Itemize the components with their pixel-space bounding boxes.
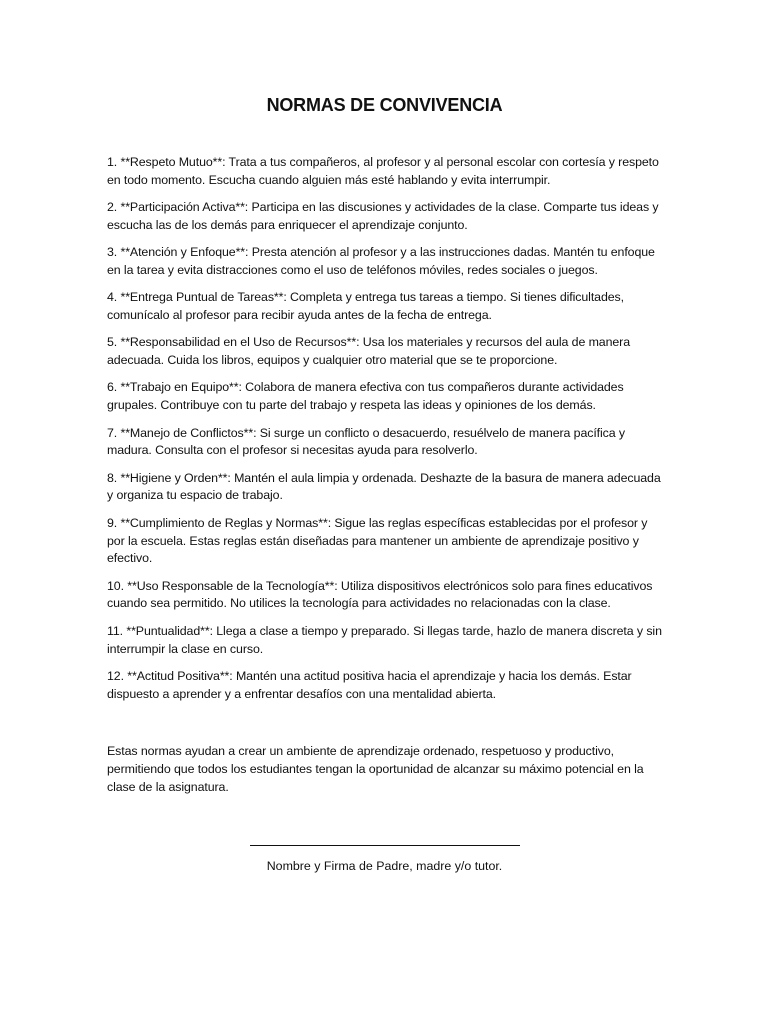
closing-paragraph: Estas normas ayudan a crear un ambiente de aprendizaje ordenado, respetuoso y productivo, permitiendo que todos los estudiantes tengan la oportunidad de alcanzar su máximo potencial en la clase de la asignatura. bbox=[107, 744, 644, 795]
signature-label: Nombre y Firma de Padre, madre y/o tutor. bbox=[266, 858, 503, 873]
rule-item-12: 12. **Actitud Positiva**: Mantén una actitud positiva hacia el aprendizaje y hacia los demás. Estar dispuesto a aprender y a enfrentar desafíos con una mentalidad abierta. bbox=[107, 668, 632, 701]
rule-item-9: 9. **Cumplimiento de Reglas y Normas**: Sigue las reglas específicas establecidas por el profesor y por la escuela. Estas reglas están diseñadas para mantener un ambiente de aprendizaje positivo y efectivo. bbox=[107, 515, 648, 566]
rule-item-6: 6. **Trabajo en Equipo**: Colabora de manera efectiva con tus compañeros durante actividades grupales. Contribuye con tu parte del trabajo y respeta las ideas y opiniones de los demás. bbox=[107, 380, 624, 413]
signature-line bbox=[250, 831, 520, 846]
rule-item-4: 4. **Entrega Puntual de Tareas**: Completa y entrega tus tareas a tiempo. Si tienes dificultades, comunícalo al profesor para recibir ayuda antes de la fecha de entrega. bbox=[107, 290, 624, 323]
page-title: NORMAS DE CONVIVENCIA bbox=[266, 95, 503, 115]
rules-list bbox=[107, 154, 662, 703]
rule-item-11: 11. **Puntualidad**: Llega a clase a tiempo y preparado. Si llegas tarde, hazlo de manera discreta y sin interrumpir la clase en curso. bbox=[107, 623, 662, 656]
rule-item-1: 1. **Respeto Mutuo**: Trata a tus compañeros, al profesor y al personal escolar con cortesía y respeto en todo momento. Escucha cuando alguien más esté hablando y evita interrumpir. bbox=[107, 155, 659, 187]
rule-item-8: 8. **Higiene y Orden**: Mantén el aula limpia y ordenada. Deshazte de la basura de manera adecuada y organiza tu espacio de trabajo. bbox=[107, 470, 661, 503]
rule-item-7: 7. **Manejo de Conflictos**: Si surge un conflicto o desacuerdo, resuélvelo de manera pacífica y madura. Consulta con el profesor si necesitas ayuda para resolverlo. bbox=[107, 425, 625, 458]
rule-item-2: 2. **Participación Activa**: Participa en las discusiones y actividades de la clase. Comparte tus ideas y escucha las de los demás para enriquecer el aprendizaje conjunto. bbox=[107, 200, 659, 232]
rule-item-10: 10. **Uso Responsable de la Tecnología**: Utiliza dispositivos electrónicos solo para fines educativos cuando sea permitido. No utilices la tecnología para actividades no relacionadas con la clase. bbox=[107, 578, 653, 611]
rule-item-5: 5. **Responsabilidad en el Uso de Recursos**: Usa los materiales y recursos del aula de manera adecuada. Cuida los libros, equipos y cualquier otro material que se te proporcione. bbox=[107, 335, 630, 368]
rule-item-3: 3. **Atención y Enfoque**: Presta atención al profesor y a las instrucciones dadas. Mantén tu enfoque en la tarea y evita distracciones como el uso de teléfonos móviles, redes sociales o juegos. bbox=[107, 245, 655, 277]
signature-block bbox=[107, 831, 662, 875]
